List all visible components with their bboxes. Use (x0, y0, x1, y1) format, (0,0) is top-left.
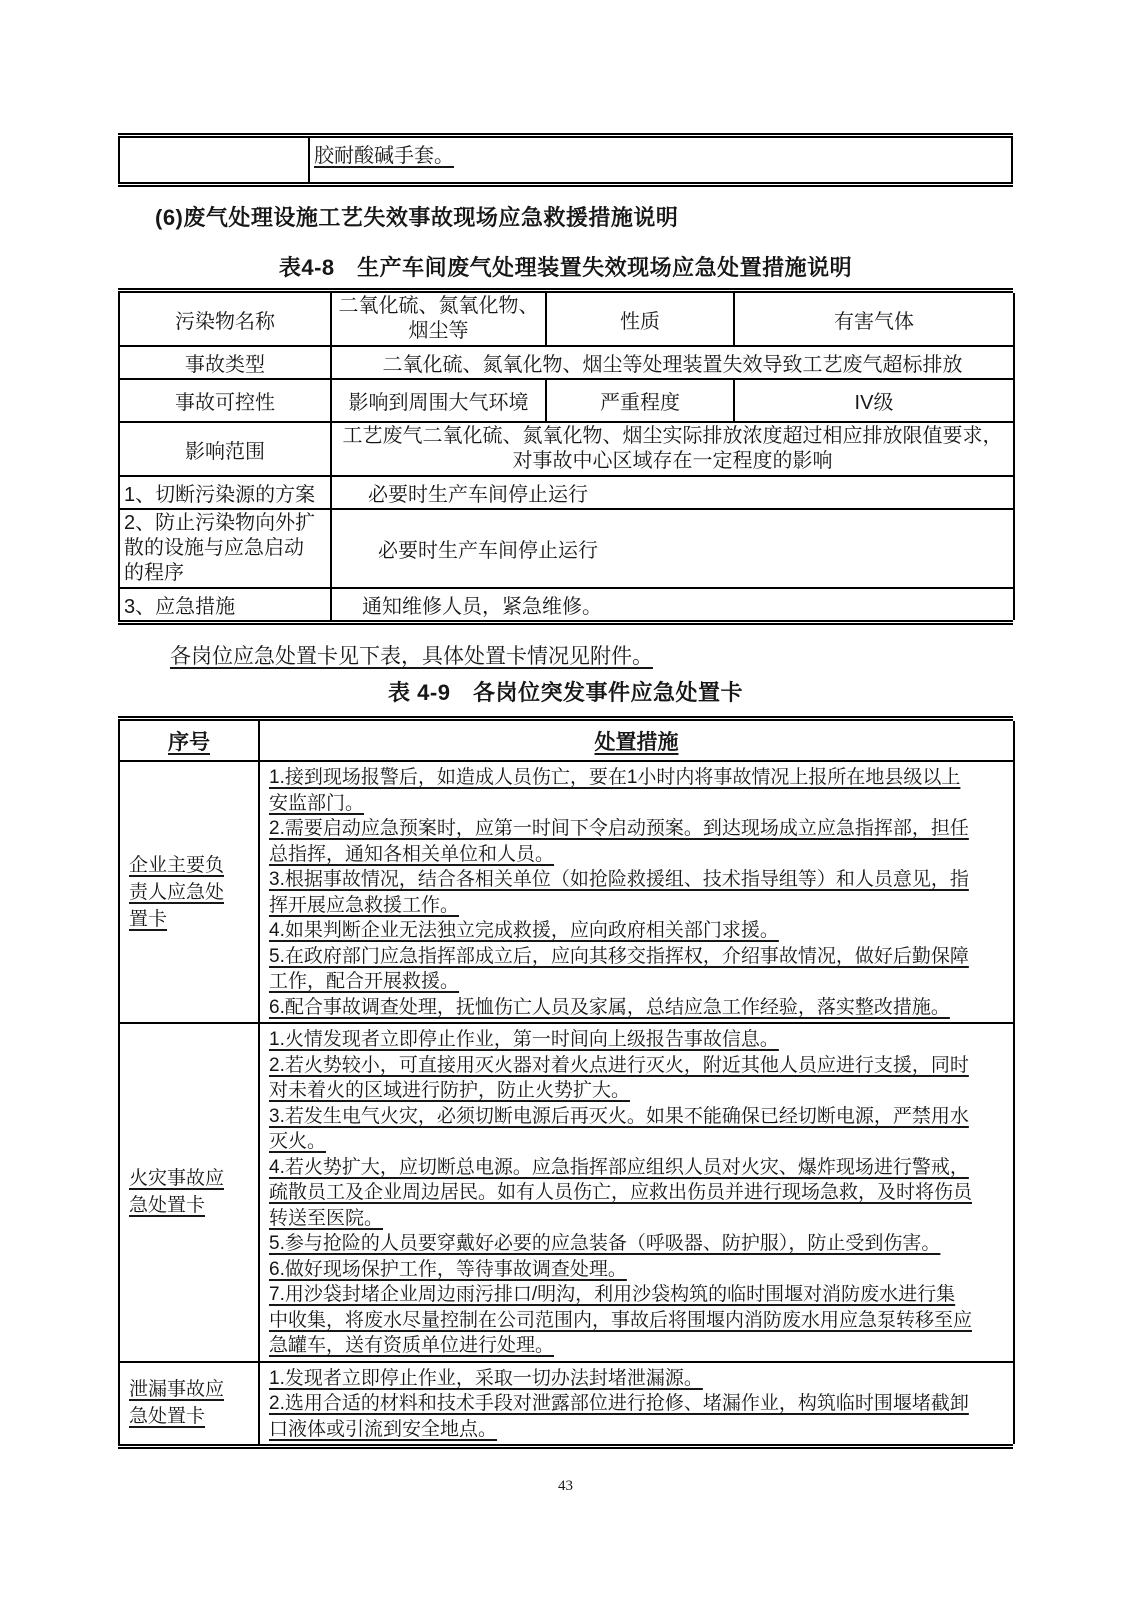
text-line: 2.需要启动应急预案时，应第一时间下令启动预案。到达现场成立应急指挥部，担任 (269, 818, 969, 839)
text-line: 6.配合事故调查处理，抚恤伤亡人员及家属，总结应急工作经验，落实整改措施。 (269, 996, 950, 1018)
text-line: 6.做好现场保护工作，等待事故调查处理。 (269, 1258, 627, 1280)
text-line: 5.在政府部门应急指挥部成立后，应向其移交指挥权，介绍事故情况，做好后勤保障 (269, 945, 969, 967)
table-4-9 (118, 716, 1013, 1449)
row-label-manager-card (119, 761, 259, 1023)
cutoff-plan-value: 必要时生产车间停止运行 (331, 476, 1014, 509)
table-row (119, 293, 1014, 346)
emergency-measures-value: 通知维修人员，紧急维修。 (331, 588, 1014, 620)
row-label-leak-card (119, 1362, 259, 1445)
table-row (119, 509, 1014, 588)
text-line: 3.若发生电气火灾，必须切断电源后再灭火。如果不能确保已经切断电源，严禁用水 (269, 1105, 969, 1127)
text-line: 工艺废气二氧化硫、氮氧化物、烟尘实际排放浓度超过相应排放限值要求， (342, 425, 1003, 447)
impact-scope-label: 影响范围 (119, 422, 331, 476)
emergency-measures-label: 3、应急措施 (119, 588, 331, 620)
index-column-header: 序号 (119, 721, 259, 761)
text-line: 疏散员工及企业周边居民。如有人员伤亡，应救出伤员并进行现场急救，及时将伤员 (269, 1182, 973, 1203)
text-line: 4.如果判断企业无法独立完成救援，应向政府相关部门求援。 (269, 920, 779, 941)
table-row (119, 379, 1014, 422)
row-content-fire-card (259, 1023, 1014, 1362)
text-line: 转送至医院。 (269, 1207, 384, 1229)
row-content-manager-card (259, 761, 1014, 1023)
text-line: 1.火情发现者立即停止作业，第一时间向上级报告事故信息。 (269, 1029, 779, 1050)
table-4-9-title: 表 4-9 各岗位突发事件应急处置卡 (388, 680, 743, 705)
spread-prevention-value: 必要时生产车间停止运行 (331, 509, 1014, 588)
text-line: 中收集，将废水尽量控制在公司范围内，事故后将围堰内消防废水用应急泵转移至应 (269, 1309, 973, 1331)
text-line: 对事故中心区域存在一定程度的影响 (512, 450, 833, 472)
text-line: 4.若火势扩大，应切断总电源。应急指挥部应组织人员对火灾、爆炸现场进行警戒， (269, 1156, 969, 1178)
property-label: 性质 (546, 293, 734, 346)
severity-label: 严重程度 (546, 379, 734, 422)
spread-prevention-label (119, 509, 331, 588)
text-line: 1.发现者立即停止作业，采取一切办法封堵泄漏源。 (269, 1367, 703, 1389)
carryover-empty-cell (119, 138, 309, 182)
row-content-leak-card (259, 1362, 1014, 1445)
text-line: 火灾事故应 (129, 1168, 225, 1190)
text-line: 总指挥，通知各相关单位和人员。 (269, 843, 555, 865)
text-line: 烟尘等 (408, 320, 469, 342)
text-line: 灭火。 (269, 1131, 327, 1152)
pollutant-name-value (331, 293, 546, 346)
text-line: 急罐车，送有资质单位进行处理。 (269, 1335, 555, 1356)
carryover-cell (309, 138, 1012, 182)
table-row (119, 346, 1014, 379)
text-line: 5.参与抢险的人员要穿戴好必要的应急装备（呼吸器、防护服），防止受到伤害。 (269, 1233, 941, 1254)
text-line: 对未着火的区域进行防护，防止火势扩大。 (269, 1080, 631, 1101)
page-number: 43 (558, 1478, 573, 1494)
row-label-fire-card (119, 1023, 259, 1362)
text-line: 1.接到现场报警后，如造成人员伤亡，要在1小时内将事故情况上报所在地县级以上 (269, 767, 961, 788)
text-line: 急处置卡 (129, 1406, 206, 1428)
cutoff-plan-label: 1、切断污染源的方案 (119, 476, 331, 509)
text-line: 2、防止污染物向外扩 (124, 512, 316, 534)
text-line: 2.选用合适的材料和技术手段对泄露部位进行抢修、堵漏作业，构筑临时围堰堵截卸 (269, 1393, 969, 1414)
text-line: 工作，配合开展救援。 (269, 971, 460, 992)
text-line: 挥开展应急救援工作。 (269, 894, 460, 916)
table-row-manager-card (119, 761, 1014, 1023)
table-4-8-title: 表4-8 生产车间废气处理装置失效现场应急处置措施说明 (278, 255, 853, 280)
measures-column-header: 处置措施 (259, 721, 1014, 761)
table-row (119, 588, 1014, 620)
table-row (119, 476, 1014, 509)
text-line: 企业主要负 (129, 854, 225, 876)
text-line: 置卡 (129, 908, 168, 930)
pollutant-name-label: 污染物名称 (119, 293, 331, 346)
note-text: 各岗位应急处置卡见下表，具体处置卡情况见附件。 (170, 645, 653, 668)
impact-scope-value (331, 422, 1014, 476)
text-line: 的程序 (124, 562, 184, 584)
accident-type-label: 事故类型 (119, 346, 331, 379)
text-line: 口液体或引流到安全地点。 (269, 1418, 498, 1440)
property-value: 有害气体 (734, 293, 1014, 346)
text-line: 安监部门。 (269, 792, 365, 814)
table-row-leak-card (119, 1362, 1014, 1445)
text-line: 责人应急处 (129, 881, 225, 903)
carryover-table (118, 133, 1013, 187)
table-row (119, 422, 1014, 476)
accident-type-value: 二氧化硫、氮氧化物、烟尘等处理装置失效导致工艺废气超标排放 (331, 346, 1014, 379)
section-heading: (6)废气处理设施工艺失效事故现场应急救援措施说明 (155, 205, 679, 230)
text-line: 散的设施与应急启动 (124, 537, 304, 559)
carryover-text: 胶耐酸碱手套。 (314, 145, 454, 167)
text-line: 泄漏事故应 (129, 1379, 225, 1401)
table-row-fire-card (119, 1023, 1014, 1362)
severity-value: IV级 (734, 379, 1014, 422)
text-line: 二氧化硫、氮氧化物、 (338, 295, 539, 317)
table-header-row (119, 721, 1014, 761)
controllability-value: 影响到周围大气环境 (331, 379, 546, 422)
text-line: 3.根据事故情况，结合各相关单位（如抢险救援组、技术指导组等）和人员意见，指 (269, 869, 969, 890)
table-4-8 (118, 288, 1013, 625)
controllability-label: 事故可控性 (119, 379, 331, 422)
text-line: 2.若火势较小，可直接用灭火器对着火点进行灭火，附近其他人员应进行支援，同时 (269, 1054, 969, 1076)
text-line: 急处置卡 (129, 1195, 206, 1217)
text-line: 7.用沙袋封堵企业周边雨污排口/明沟，利用沙袋构筑的临时围堰对消防废水进行集 (269, 1284, 956, 1305)
